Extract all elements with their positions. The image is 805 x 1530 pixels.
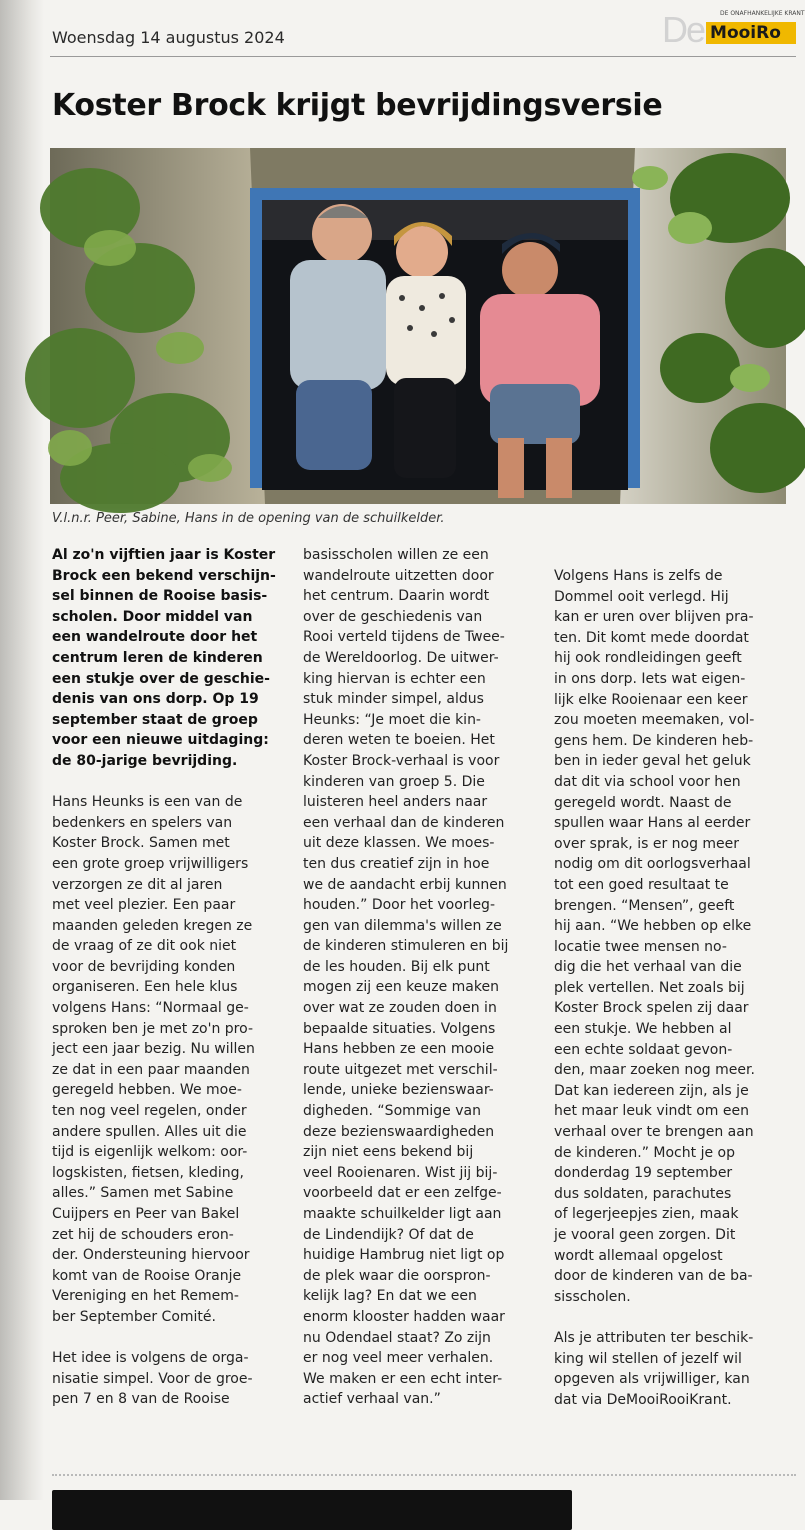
body-line: houden.” Door het voorleg- [303, 897, 495, 914]
body-line: locatie twee mensen no- [554, 938, 727, 955]
body-line: nodig om dit oorlogsverhaal [554, 856, 751, 873]
body-line: bepaalde situaties. Volgens [303, 1020, 496, 1037]
body-line: stuk minder simpel, aldus [303, 691, 484, 708]
body-line: Dommel ooit verlegd. Hij [554, 588, 729, 605]
photo-caption: V.l.n.r. Peer, Sabine, Hans in de opening van de schuilkelder. [52, 511, 445, 526]
body-line: dig die het verhaal van die [554, 959, 742, 976]
body-line: ject een jaar bezig. Nu willen [52, 1041, 255, 1058]
body-line: geregeld wordt. Naast de [554, 794, 732, 811]
body-line: dat dit via school voor hen [554, 773, 741, 790]
body-line: tot een goed resultaat te [554, 876, 729, 893]
article-separator [52, 1474, 796, 1476]
body-line: gen van dilemma's willen ze [303, 917, 502, 934]
body-line: dus soldaten, parachutes [554, 1185, 732, 1202]
body-line: nisatie simpel. Voor de groe- [52, 1370, 253, 1387]
body-line: basisscholen willen ze een [303, 547, 489, 563]
body-line: kinderen van groep 5. Die [303, 773, 485, 790]
body-line: verzorgen ze dit al jaren [52, 876, 223, 893]
body-line: plek vertellen. Net zoals bij [554, 979, 745, 996]
body-line: alles.” Samen met Sabine [52, 1185, 234, 1202]
article-column-2 [303, 545, 533, 1410]
lead-line: centrum leren de kinderen [52, 649, 263, 666]
body-line: Rooi verteld tijdens de Twee- [303, 629, 505, 646]
article-column-1 [52, 545, 282, 1410]
body-line: route uitgezet met verschil- [303, 1061, 498, 1078]
article-column-3 [554, 566, 784, 1410]
body-line: kan er uren over blijven pra- [554, 609, 754, 626]
body-line: Dat kan iedereen zijn, als je [554, 1082, 749, 1099]
body-line: andere spullen. Alles uit die [52, 1123, 247, 1140]
body-line: over wat ze zouden doen in [303, 1000, 497, 1017]
body-line: een grote groep vrijwilligers [52, 855, 249, 872]
body-line: tijd is eigenlijk welkom: oor- [52, 1144, 248, 1161]
body-line: Hans hebben ze een mooie [303, 1041, 495, 1058]
body-line: king hiervan is echter een [303, 670, 486, 687]
body-line: veel Rooienaren. Wist jij bij- [303, 1164, 498, 1181]
body-line: bedenkers en spelers van [52, 814, 233, 831]
lead-line: een wandelroute door het [52, 629, 258, 646]
body-line: gens hem. De kinderen heb- [554, 732, 754, 749]
body-line: over de geschiedenis van [303, 608, 483, 625]
body-line: pen 7 en 8 van de Rooise [52, 1391, 230, 1408]
body-line: ten. Dit komt mede doordat [554, 629, 749, 646]
body-line: king wil stellen of jezelf wil [554, 1350, 742, 1367]
body-line: de vraag of ze dit ook niet [52, 938, 237, 955]
body-line: uit deze klassen. We moes- [303, 835, 495, 852]
cropped-headline-text [52, 1490, 572, 1530]
body-line: je vooral geen zorgen. Dit [554, 1227, 736, 1243]
paragraph-gap [554, 1307, 784, 1328]
issue-date: Woensdag 14 augustus 2024 [52, 28, 285, 47]
lead-line: september staat de groep [52, 711, 258, 728]
body-line: met veel plezier. Een paar [52, 897, 236, 914]
body-line: Heunks: “Je moet die kin- [303, 711, 481, 728]
lead-line: de 80-jarige bevrijding. [52, 752, 238, 769]
body-line: in ons dorp. Iets wat eigen- [554, 670, 746, 687]
logo-box: MooiRo [706, 22, 796, 44]
paragraph-gap [52, 1328, 282, 1349]
body-line: voorbeeld dat er een zelfge- [303, 1185, 502, 1202]
body-line: komt van de Rooise Oranje [52, 1267, 242, 1284]
body-line: maakte schuilkelder ligt aan [303, 1206, 502, 1222]
body-line: maanden geleden kregen ze [52, 917, 253, 934]
body-line: een echte soldaat gevon- [554, 1041, 733, 1058]
body-line: wandelroute uitzetten door [303, 567, 494, 584]
body-line: over sprak, is er nog meer [554, 835, 740, 852]
body-line: donderdag 19 september [554, 1165, 733, 1182]
body-line: Koster Brock. Samen met [52, 835, 230, 852]
body-line: lijk elke Rooienaar een keer [554, 691, 748, 708]
masthead-logo [662, 9, 805, 50]
body-line: volgens Hans: “Normaal ge- [52, 1000, 249, 1017]
body-line: of legerjeepjes zien, maak [554, 1206, 739, 1223]
body-line: de les houden. Bij elk punt [303, 958, 490, 975]
body-line: het centrum. Daarin wordt [303, 588, 490, 605]
lead-line: Al zo'n vijftien jaar is Koster [52, 547, 276, 563]
body-line: Koster Brock spelen zij daar [554, 1000, 749, 1017]
next-article-headline-cropped [52, 1484, 592, 1500]
body-line: Het idee is volgens de orga- [52, 1350, 249, 1367]
body-line: actief verhaal van.” [303, 1391, 441, 1408]
body-line: ber September Comité. [52, 1308, 216, 1325]
body-line: ze dat in een paar maanden [52, 1061, 250, 1078]
body-line: door de kinderen van de ba- [554, 1268, 753, 1285]
body-line: Volgens Hans is zelfs de [554, 568, 723, 584]
body-line: de Wereldoorlog. De uitwer- [303, 649, 499, 666]
body-line: deze bezienswaardigheden [303, 1123, 495, 1140]
body-line: zet hij de schouders eron- [52, 1226, 234, 1243]
body-line: sisscholen. [554, 1288, 631, 1305]
body-line: mogen zij een keuze maken [303, 979, 499, 996]
body-line: kelijk lag? En dat we een [303, 1288, 477, 1305]
body-line: sproken ben je met zo'n pro- [52, 1020, 254, 1037]
body-line: een verhaal dan de kinderen [303, 814, 505, 831]
body-line: opgeven als vrijwilliger, kan [554, 1371, 750, 1388]
paragraph-gap [52, 772, 282, 793]
body-line: Hans Heunks is een van de [52, 794, 243, 811]
body-line: logskisten, fietsen, kleding, [52, 1164, 245, 1181]
body-line: ten nog veel regelen, onder [52, 1103, 247, 1120]
body-line: de kinderen stimuleren en bij [303, 938, 509, 955]
body-line: luisteren heel anders naar [303, 794, 488, 811]
body-line: brengen. “Mensen”, geeft [554, 897, 735, 914]
body-line: Als je attributen ter beschik- [554, 1329, 754, 1346]
body-line: verhaal over te brengen aan [554, 1124, 754, 1141]
logo-prefix: De [662, 9, 705, 50]
body-line: dat via DeMooiRooiKrant. [554, 1391, 732, 1408]
body-line: lende, unieke bezienswaar- [303, 1082, 494, 1099]
body-line: de Lindendijk? Of dat de [303, 1226, 474, 1243]
body-line: Cuijpers en Peer van Bakel [52, 1206, 240, 1222]
body-line: huidige Hambrug niet ligt op [303, 1247, 505, 1264]
body-line: zou moeten meemaken, vol- [554, 712, 755, 729]
body-line: hij aan. “We hebben op elke [554, 918, 752, 935]
body-line: digheden. “Sommige van [303, 1103, 481, 1120]
body-line: nu Odendael staat? Zo zijn [303, 1329, 491, 1346]
lead-line: scholen. Door middel van [52, 608, 253, 625]
body-line: We maken er een echt inter- [303, 1370, 503, 1387]
logo-tagline: DE ONAFHANKELIJKE KRANT [720, 10, 805, 17]
lead-line: denis van ons dorp. Op 19 [52, 691, 259, 708]
body-line: zijn niet eens bekend bij [303, 1144, 474, 1161]
lead-line: voor een nieuwe uitdaging: [52, 732, 269, 749]
body-line: wordt allemaal opgelost [554, 1247, 723, 1264]
body-line: het maar leuk vindt om een [554, 1103, 749, 1120]
body-line: der. Ondersteuning hiervoor [52, 1247, 250, 1264]
body-line: we de aandacht erbij kunnen [303, 876, 507, 893]
body-line: Vereniging en het Remem- [52, 1288, 239, 1305]
body-line: den, maar zoeken nog meer. [554, 1062, 755, 1079]
lead-line: sel binnen de Rooise basis- [52, 588, 268, 605]
body-line: organiseren. Een hele klus [52, 979, 238, 996]
header-rule [50, 56, 796, 57]
body-line: Koster Brock-verhaal is voor [303, 752, 500, 769]
body-line: een stukje. We hebben al [554, 1021, 732, 1038]
body-line: deren weten te boeien. Het [303, 732, 495, 749]
body-line: spullen waar Hans al eerder [554, 815, 751, 832]
body-line: ben in ieder geval het geluk [554, 753, 751, 770]
bunker-photo-illustration [50, 148, 786, 504]
body-line: de kinderen.” Mocht je op [554, 1144, 735, 1161]
body-line: voor de bevrijding konden [52, 958, 236, 975]
body-line: er nog veel meer verhalen. [303, 1350, 494, 1367]
body-line: enorm klooster hadden waar [303, 1308, 505, 1325]
lead-line: Brock een bekend verschijn- [52, 567, 276, 584]
lead-line: een stukje over de geschie- [52, 670, 270, 687]
article-photo [50, 148, 786, 504]
body-line: hij ook rondleidingen geeft [554, 650, 742, 667]
body-line: geregeld hebben. We moe- [52, 1082, 242, 1099]
article-headline: Koster Brock krijgt bevrijdingsversie [52, 88, 663, 123]
body-line: de plek waar die oorspron- [303, 1267, 491, 1284]
body-line: ten dus creatief zijn in hoe [303, 855, 490, 872]
